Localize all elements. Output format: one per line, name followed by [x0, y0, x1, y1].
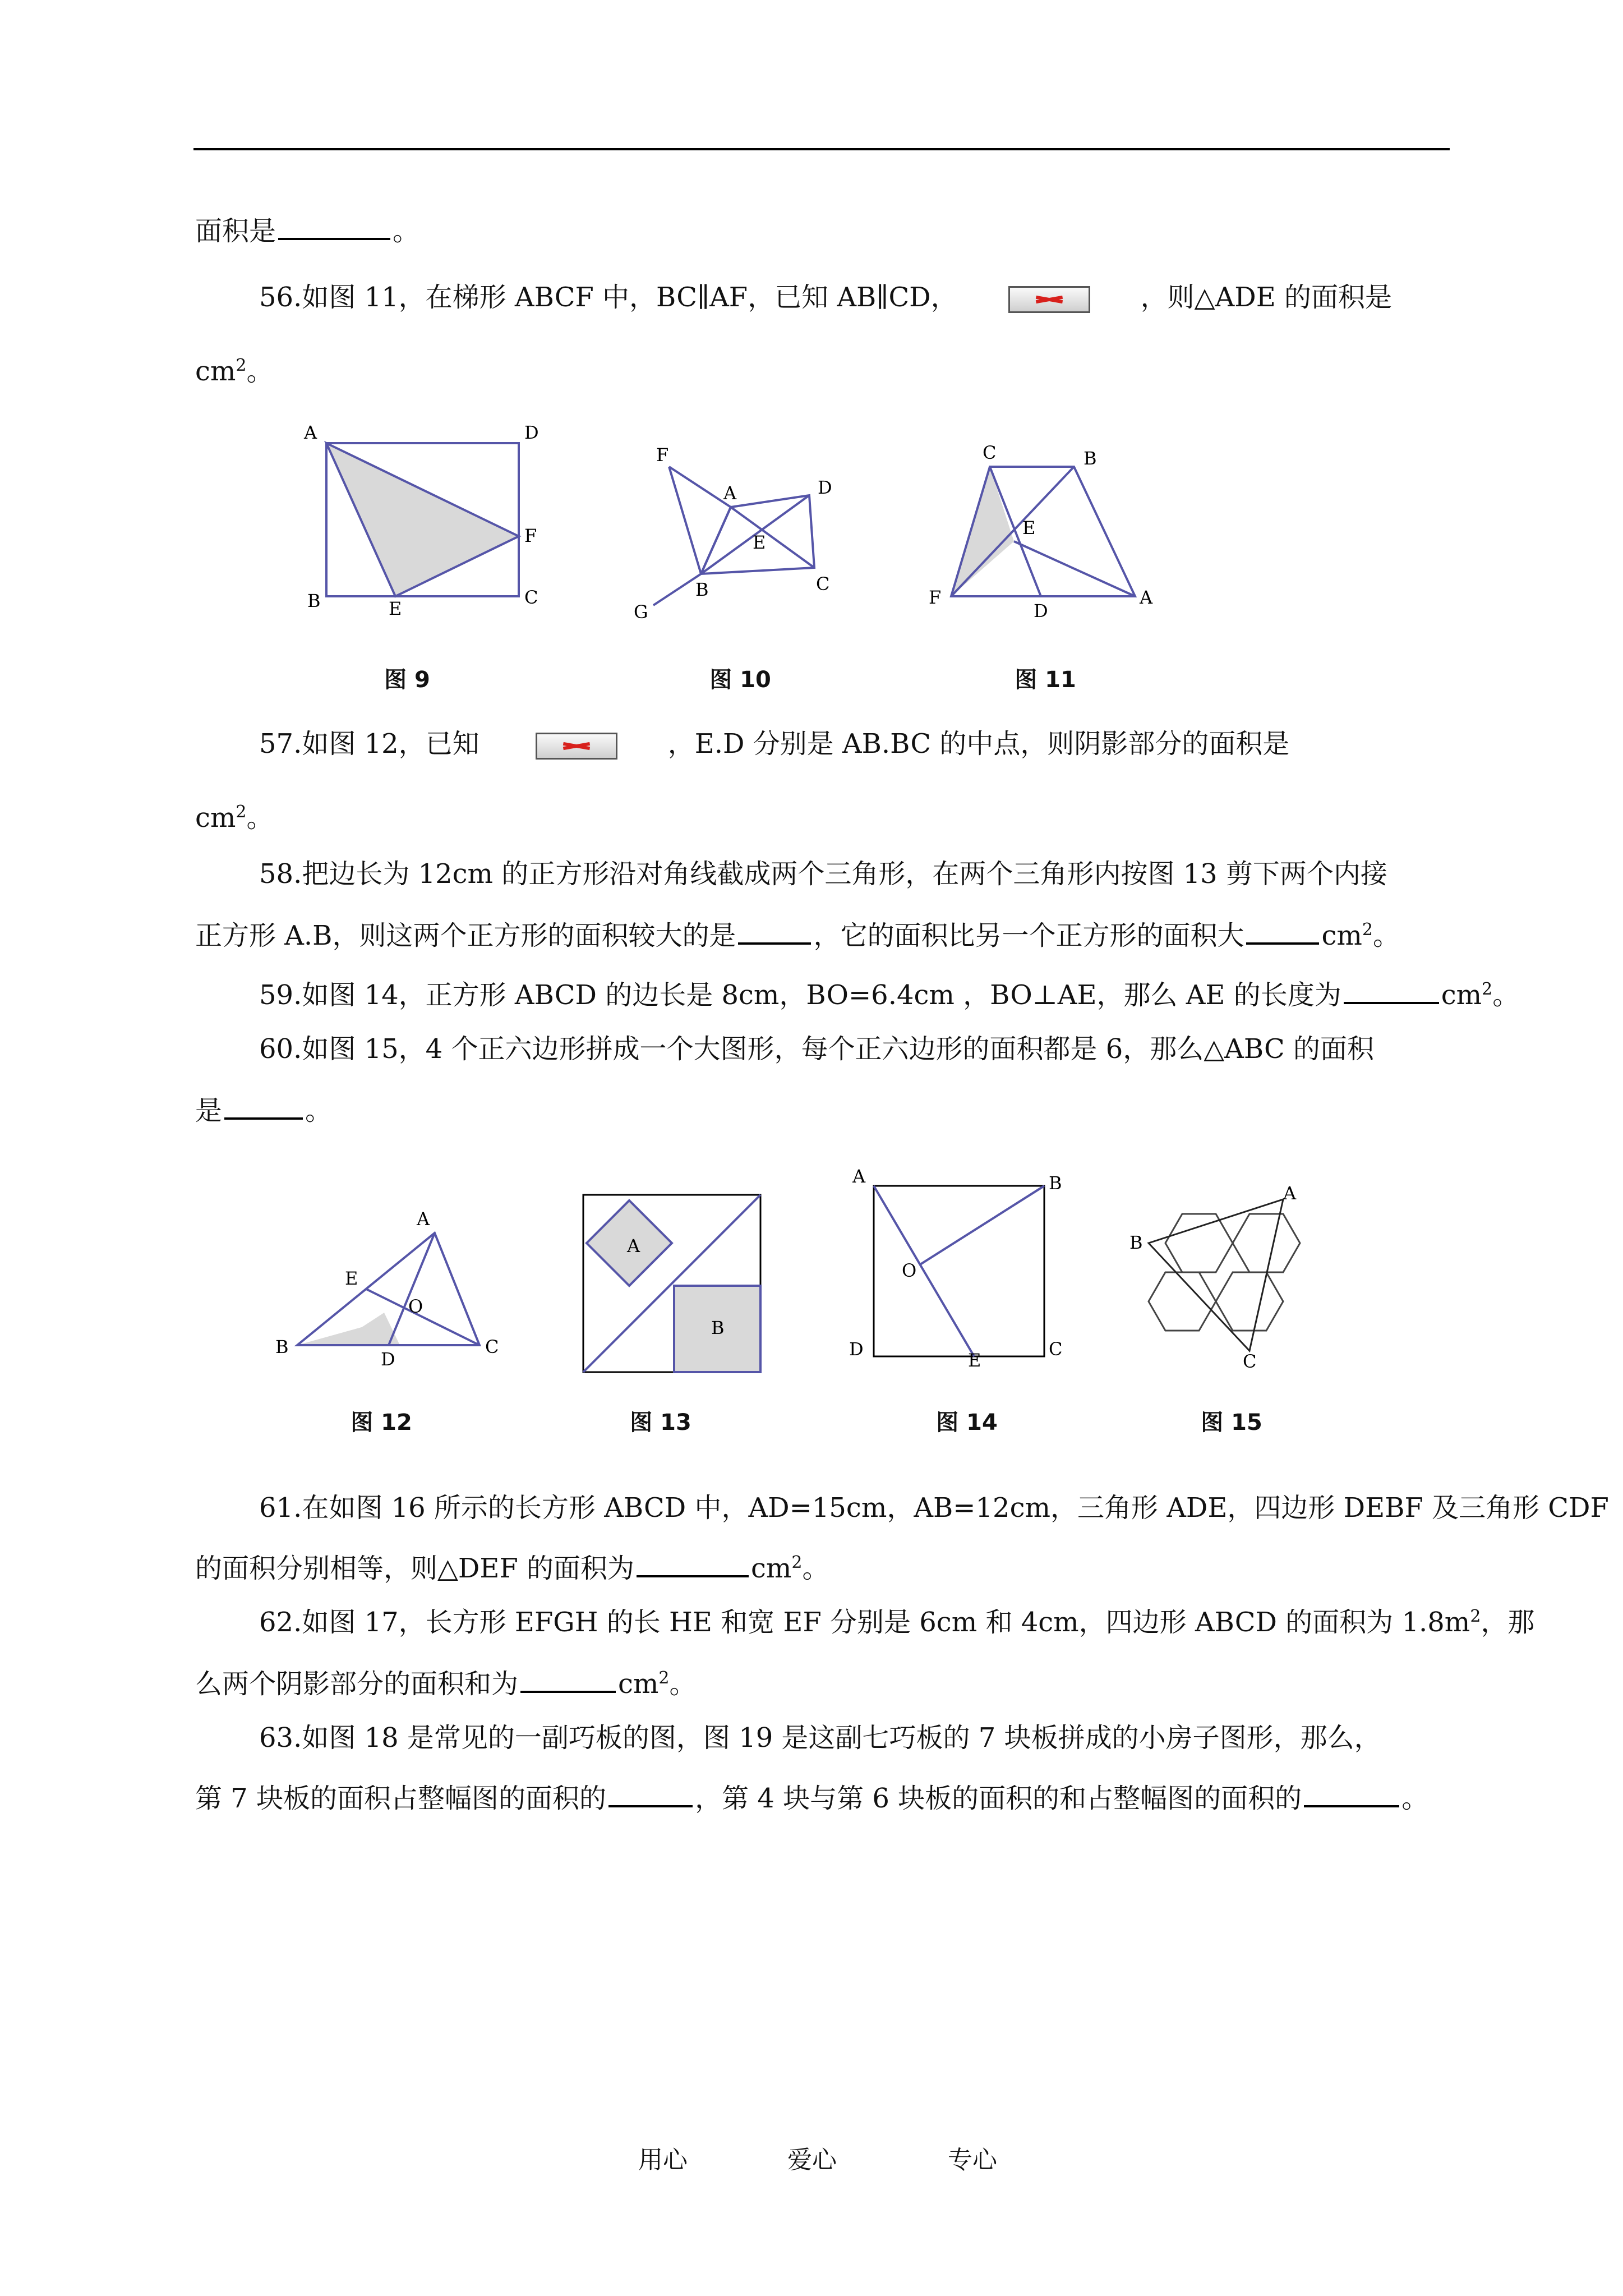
- triangle-ABC: [1149, 1199, 1283, 1351]
- line-text: 63.如图 18 是常见的一副巧板的图，图 19 是这副七巧板的 7 块板拼成的小房子图形，那么，: [259, 1722, 1381, 1754]
- question-63-line-2: [195, 1778, 1449, 1815]
- label-B: B: [1083, 448, 1097, 469]
- question-58-line-2: [195, 915, 1449, 953]
- line-text: 。: [246, 356, 274, 387]
- label-C: C: [816, 573, 830, 595]
- figure-11: [914, 432, 1161, 623]
- label-F: F: [656, 444, 669, 466]
- superscript: 2: [1482, 979, 1493, 999]
- line-text: ，则△ADE 的面积是: [1140, 282, 1393, 313]
- line-text: 。: [1372, 920, 1400, 951]
- caption-fig-13: 图 13: [630, 1410, 691, 1435]
- label-A: A: [304, 422, 317, 443]
- caption-fig-12: 图 12: [351, 1410, 412, 1435]
- label-E: E: [345, 1268, 358, 1289]
- label-D: D: [524, 422, 539, 443]
- line-text: ，第 4 块与第 6 块板的面积的和占整幅图的面积的: [695, 1783, 1302, 1814]
- figure-15: [1122, 1184, 1335, 1369]
- broken-image-icon: [536, 733, 617, 760]
- line-text: 。: [246, 802, 274, 834]
- unit-text: cm: [195, 802, 236, 834]
- label-C: C: [983, 442, 997, 463]
- segment: [1014, 541, 1135, 596]
- shaded-triangle: [326, 443, 519, 596]
- line-text: 59.如图 14，正方形 ABCD 的边长是 8cm，BO=6.4cm ，BO⊥AE，那么 AE 的长度为: [259, 979, 1341, 1011]
- unit-text: cm: [1321, 920, 1362, 951]
- label-B: B: [695, 579, 709, 600]
- line-text: ，它的面积比另一个正方形的面积大: [813, 920, 1244, 951]
- question-61-line-2: [195, 1548, 1449, 1585]
- segment-BO: [920, 1186, 1044, 1264]
- footer-text-2: 爱心: [787, 2146, 837, 2174]
- question-59-line: [259, 975, 1520, 1012]
- line-text: 。: [669, 1668, 697, 1700]
- answer-blank: [738, 915, 811, 945]
- label-C: C: [1243, 1351, 1257, 1369]
- label-D: D: [818, 477, 832, 498]
- label-B: B: [275, 1336, 289, 1358]
- caption-fig-15: 图 15: [1201, 1410, 1262, 1435]
- line-text: 。: [802, 1553, 829, 1584]
- label-B: B: [711, 1317, 725, 1338]
- answer-blank: [1344, 975, 1439, 1004]
- superscript: 2: [1470, 1607, 1481, 1626]
- caption-fig-10: 图 10: [709, 667, 771, 693]
- label-E: E: [753, 532, 766, 553]
- median: [389, 1233, 435, 1345]
- question-58-line-1: [259, 857, 1449, 891]
- segment-AE: [874, 1186, 974, 1356]
- footer-text-3: 专心: [948, 2146, 997, 2174]
- header-rule: [193, 148, 1450, 150]
- answer-blank: [224, 1091, 303, 1120]
- question-60-line-2: [195, 1091, 1449, 1128]
- label-A: A: [723, 482, 737, 504]
- shaded-region: [297, 1313, 400, 1345]
- label-B: B: [1129, 1232, 1143, 1253]
- unit-text: cm: [195, 356, 236, 387]
- question-56-line-2: [195, 355, 1449, 388]
- answer-blank: [278, 211, 390, 240]
- line-text: 第 7 块板的面积占整幅图的面积的: [195, 1783, 607, 1814]
- label-F: F: [929, 587, 942, 608]
- caption-fig-9: 图 9: [384, 667, 430, 693]
- label-O: O: [408, 1296, 423, 1317]
- label-D: D: [849, 1338, 864, 1360]
- question-63-line-1: [259, 1721, 1449, 1755]
- line-text: 57.如图 12，已知: [259, 728, 479, 760]
- hexagon: [1149, 1272, 1216, 1331]
- question-60-line-1: [259, 1032, 1449, 1066]
- answer-blank: [1246, 915, 1319, 945]
- label-E: E: [1022, 517, 1036, 539]
- label-A: A: [627, 1235, 640, 1257]
- answer-blank: [637, 1548, 749, 1577]
- segment: [669, 467, 701, 574]
- line-text: 58.把边长为 12cm 的正方形沿对角线截成两个三角形，在两个三角形内按图 13 剪下两个内接: [259, 858, 1387, 890]
- answer-blank: [608, 1778, 693, 1807]
- line-text: 面积是: [195, 215, 276, 247]
- diagonal: [731, 507, 814, 568]
- label-A: A: [417, 1208, 430, 1230]
- label-F: F: [524, 525, 537, 546]
- line-text: 62.如图 17，长方形 EFGH 的长 HE 和宽 EF 分别是 6cm 和 4cm，四边形 ABCD 的面积为 1.8m: [259, 1607, 1470, 1638]
- superscript: 2: [236, 802, 247, 822]
- answer-blank: [520, 1664, 616, 1693]
- label-A: A: [852, 1167, 866, 1187]
- label-E: E: [389, 598, 402, 617]
- figure-14: [841, 1167, 1077, 1369]
- line-text: ，那: [1481, 1607, 1535, 1638]
- line-text: 。: [305, 1095, 333, 1126]
- unit-text: cm: [618, 1668, 659, 1700]
- line-text: 56.如图 11，在梯形 ABCF 中，BC∥AF，已知 AB∥CD，: [259, 282, 958, 313]
- label-A: A: [1140, 587, 1153, 608]
- figure-12: [272, 1200, 519, 1369]
- line-text: 。: [393, 215, 420, 247]
- line-text: 61.在如图 16 所示的长方形 ABCD 中，AD=15cm，AB=12cm，三角形 ADE，四边形 DEBF 及三角形 CDF: [259, 1492, 1609, 1524]
- label-D: D: [1034, 600, 1048, 622]
- unit-text: cm: [1441, 979, 1482, 1011]
- label-C: C: [1049, 1338, 1063, 1360]
- hexagon: [1216, 1272, 1283, 1331]
- line-text: 。: [1401, 1783, 1429, 1814]
- label-D: D: [381, 1349, 395, 1369]
- question-62-line-1: [259, 1605, 1535, 1639]
- line-text: 的面积分别相等，则△DEF 的面积为: [195, 1553, 635, 1584]
- figure-10: [623, 438, 847, 628]
- line-text: 正方形 A.B，则这两个正方形的面积较大的是: [195, 920, 736, 951]
- superscript: 2: [1362, 920, 1373, 940]
- figure-13: [578, 1189, 768, 1380]
- figure-9: [297, 415, 544, 617]
- label-B: B: [307, 590, 321, 611]
- line-text: ，E.D 分别是 AB.BC 的中点，则阴影部分的面积是: [667, 728, 1290, 760]
- shaded-triangle: [951, 467, 1014, 596]
- broken-image-icon: [1008, 286, 1090, 313]
- hexagon: [1233, 1214, 1300, 1272]
- line-text: 。: [1492, 979, 1520, 1011]
- question-57-line-2: [195, 801, 1449, 835]
- line-text: 么两个阴影部分的面积和为: [195, 1668, 519, 1700]
- caption-fig-14: 图 14: [936, 1410, 998, 1435]
- superscript: 2: [658, 1668, 670, 1688]
- footer-text-1: 用心: [638, 2146, 688, 2174]
- superscript: 2: [791, 1553, 803, 1572]
- label-C: C: [485, 1336, 499, 1358]
- line-text: 60.如图 15，4 个正六边形拼成一个大图形，每个正六边形的面积都是 6，那么△ABC 的面积: [259, 1033, 1374, 1065]
- label-E: E: [968, 1350, 981, 1369]
- question-61-line-1: [259, 1491, 1609, 1525]
- line-text: 是: [195, 1095, 223, 1126]
- hexagon: [1165, 1214, 1233, 1272]
- caption-fig-11: 图 11: [1015, 667, 1076, 693]
- label-B: B: [1049, 1172, 1062, 1194]
- superscript: 2: [236, 356, 247, 375]
- label-G: G: [634, 601, 648, 623]
- label-A: A: [1283, 1184, 1297, 1204]
- question-56-line-1: [259, 280, 1449, 314]
- unit-text: cm: [751, 1553, 792, 1584]
- segment: [653, 467, 731, 605]
- label-O: O: [902, 1260, 917, 1281]
- question-57-line-1: [259, 727, 1449, 761]
- answer-blank: [1304, 1778, 1399, 1807]
- label-C: C: [524, 587, 538, 608]
- question-62-line-2: [195, 1664, 1449, 1701]
- text-line: [195, 211, 1449, 248]
